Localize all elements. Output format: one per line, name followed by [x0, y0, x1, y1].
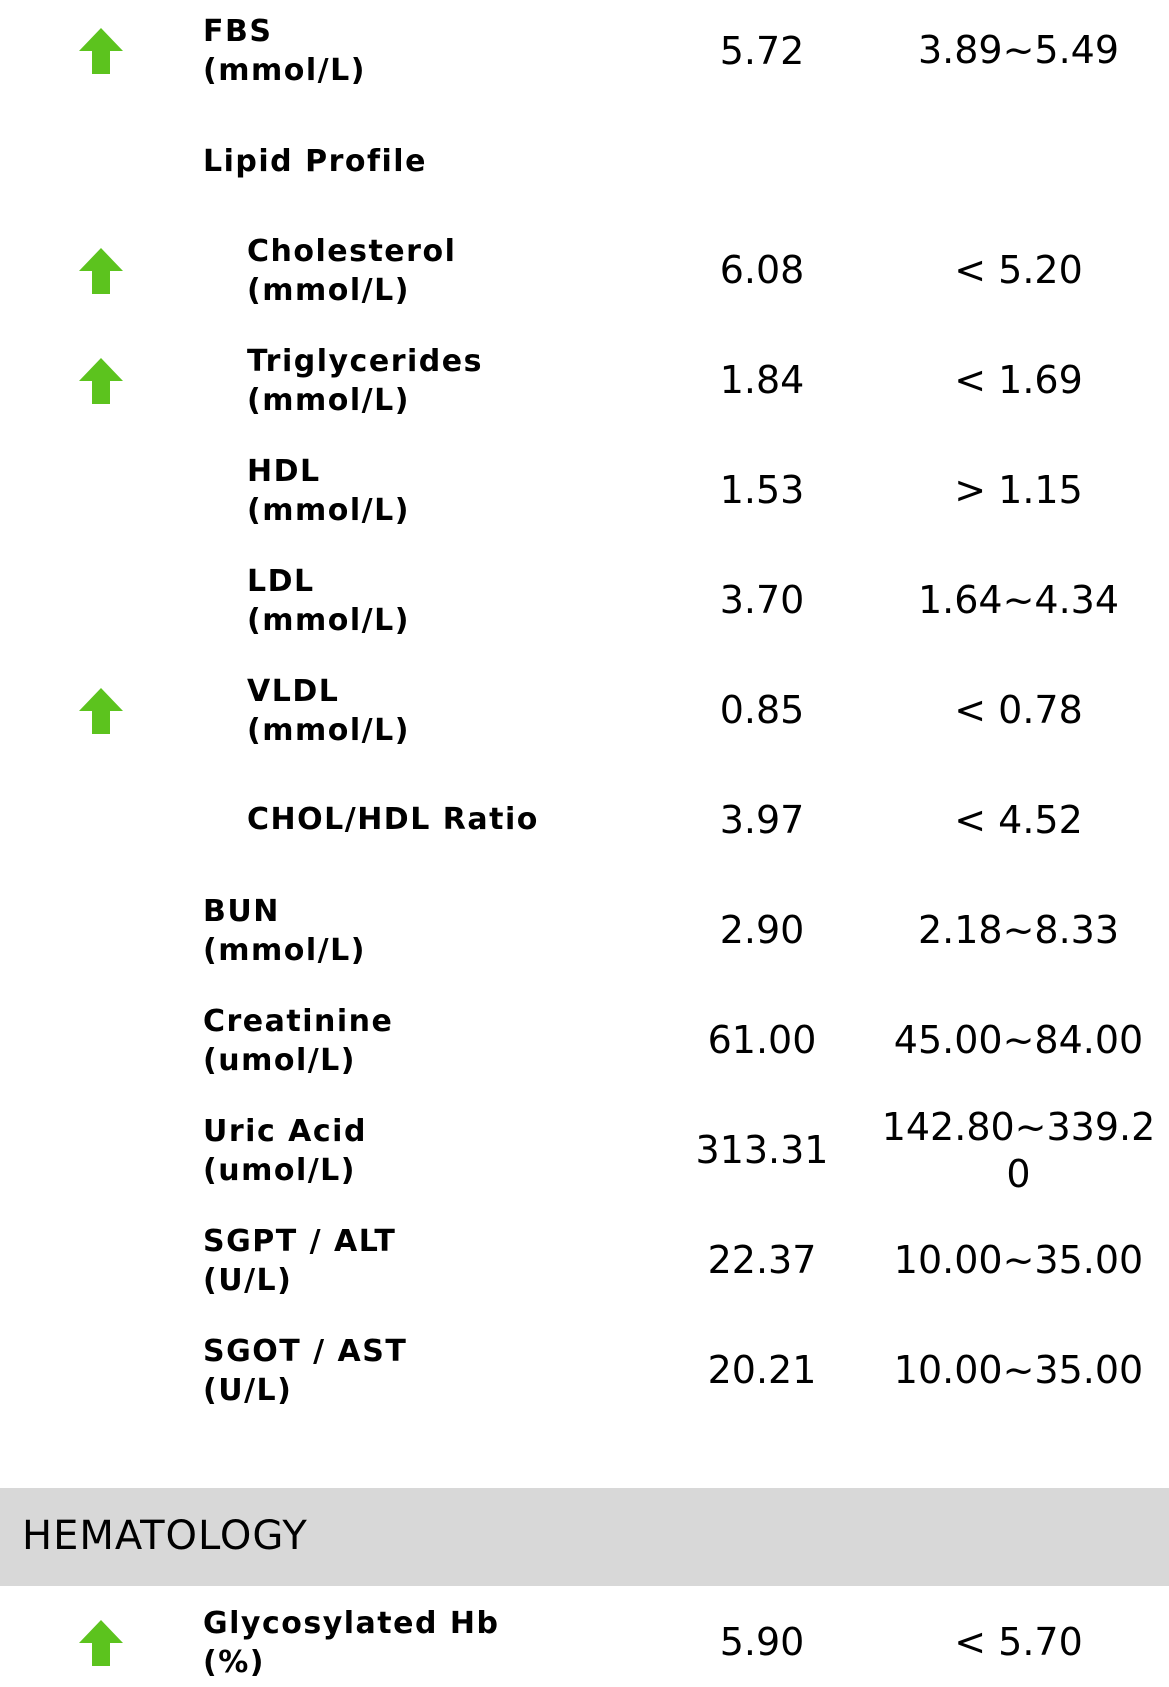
section-header-hematology	[0, 1488, 1169, 1586]
up-arrow-icon	[78, 688, 124, 734]
reference-range: 2.18~8.33	[917, 908, 1120, 952]
test-value: 5.90	[719, 1620, 805, 1664]
result-row-sgot-ast	[0, 1310, 1169, 1420]
group-title: Lipid Profile	[203, 144, 427, 179]
test-value: 5.72	[719, 29, 805, 73]
result-row-uric-acid	[0, 1090, 1169, 1200]
reference-range: 10.00~35.00	[893, 1348, 1144, 1392]
test-name: Creatinine (umol/L)	[203, 1004, 394, 1078]
test-name: SGOT / AST (U/L)	[203, 1334, 408, 1408]
test-value: 22.37	[707, 1238, 817, 1282]
reference-range: 1.64~4.34	[917, 578, 1120, 622]
reference-range: < 4.52	[954, 798, 1083, 842]
test-name: Cholesterol (mmol/L)	[247, 234, 457, 308]
test-value: 3.70	[719, 578, 805, 622]
result-row-vldl	[0, 650, 1169, 760]
test-name: HDL (mmol/L)	[247, 454, 410, 528]
test-value: 61.00	[707, 1018, 817, 1062]
result-row-chol-hdl-ratio	[0, 760, 1169, 870]
result-row-creatinine	[0, 980, 1169, 1090]
test-value: 3.97	[719, 798, 805, 842]
result-row-ldl	[0, 540, 1169, 650]
up-arrow-icon	[78, 248, 124, 294]
result-row-hdl	[0, 430, 1169, 540]
test-name: SGPT / ALT (U/L)	[203, 1224, 397, 1298]
reference-range: 3.89~5.49	[917, 28, 1120, 72]
up-arrow-icon	[78, 358, 124, 404]
test-name: BUN (mmol/L)	[203, 894, 366, 968]
test-name: Uric Acid (umol/L)	[203, 1114, 367, 1188]
reference-range: < 0.78	[954, 688, 1083, 732]
result-row-triglycerides	[0, 320, 1169, 430]
reference-range: 10.00~35.00	[893, 1238, 1144, 1282]
test-name: VLDL (mmol/L)	[247, 674, 410, 748]
reference-range: < 5.70	[954, 1620, 1083, 1664]
section-title: HEMATOLOGY	[22, 1513, 308, 1559]
test-name: LDL (mmol/L)	[247, 564, 410, 638]
test-value: 6.08	[719, 248, 805, 292]
reference-range: 142.80~339.20	[881, 1105, 1156, 1196]
test-value: 2.90	[719, 908, 805, 952]
group-header-lipid-profile	[0, 110, 1169, 210]
reference-range: < 5.20	[954, 248, 1083, 292]
reference-range: > 1.15	[954, 468, 1083, 512]
reference-range: 45.00~84.00	[893, 1018, 1144, 1062]
result-row-glycosylated-hb	[0, 1586, 1169, 1687]
test-name: FBS (mmol/L)	[203, 14, 366, 88]
reference-range: < 1.69	[954, 358, 1083, 402]
up-arrow-icon	[78, 1620, 124, 1666]
test-value: 313.31	[695, 1128, 829, 1172]
test-value: 1.53	[719, 468, 805, 512]
result-row-sgpt-alt	[0, 1200, 1169, 1310]
test-name: CHOL/HDL Ratio	[247, 802, 539, 837]
result-row-bun	[0, 870, 1169, 980]
test-name: Glycosylated Hb (%)	[203, 1606, 500, 1680]
test-value: 0.85	[719, 688, 805, 732]
result-row-fbs	[0, 0, 1169, 110]
test-value: 20.21	[707, 1348, 817, 1392]
test-name: Triglycerides (mmol/L)	[247, 344, 483, 418]
result-row-cholesterol	[0, 210, 1169, 320]
test-value: 1.84	[719, 358, 805, 402]
up-arrow-icon	[78, 28, 124, 74]
